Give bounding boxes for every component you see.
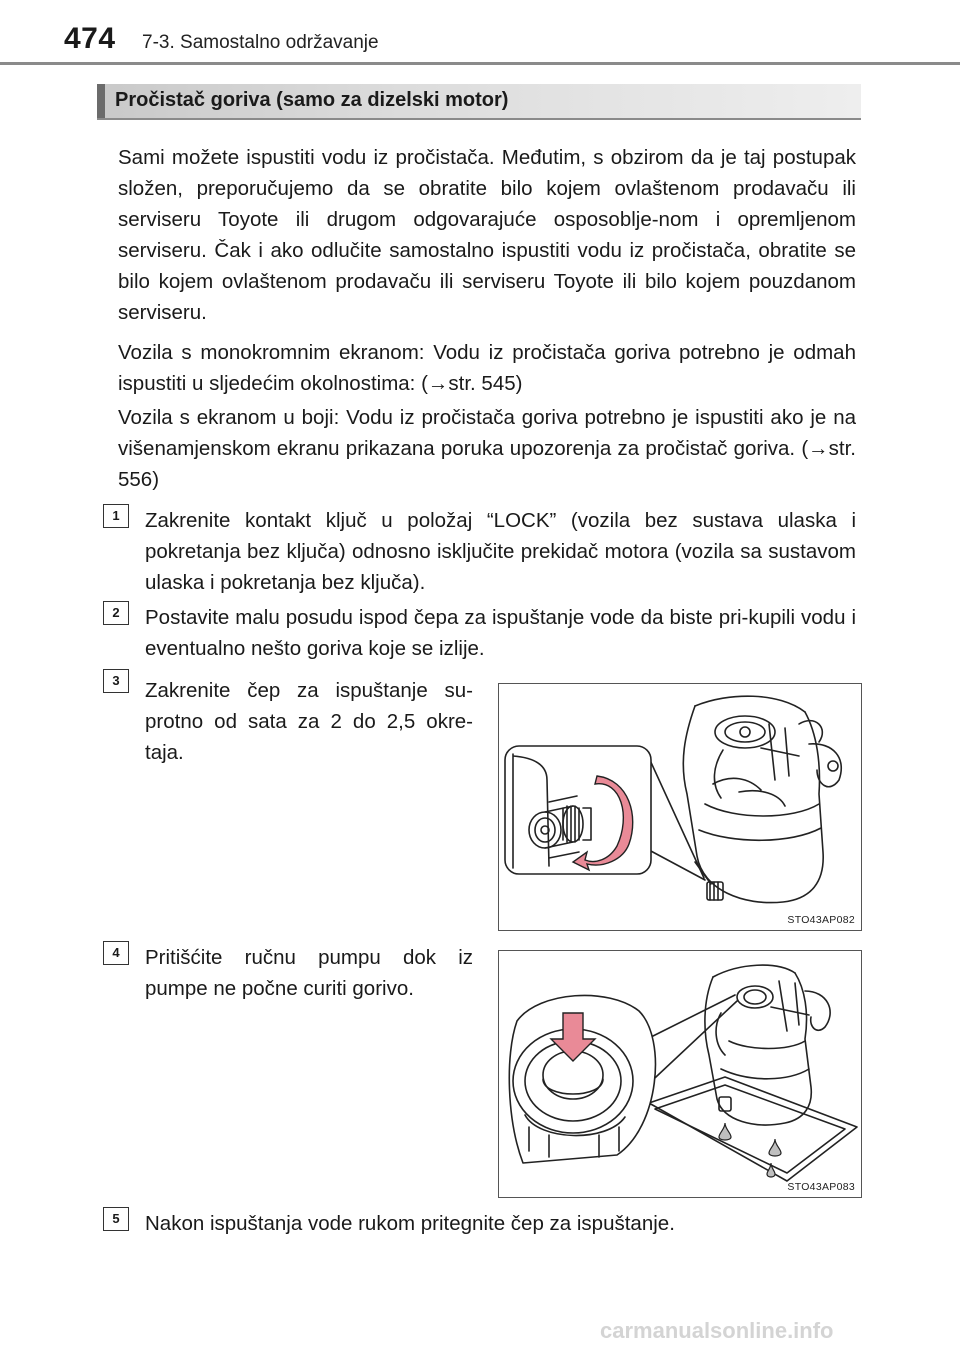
page-number: 474 bbox=[64, 22, 116, 55]
step-number-4: 4 bbox=[103, 941, 129, 965]
step-number-5: 5 bbox=[103, 1207, 129, 1231]
step-text-5: Nakon ispuštanja vode rukom pritegnite čep za ispuštanje. bbox=[145, 1212, 675, 1235]
figure-code: STO43AP082 bbox=[787, 914, 855, 926]
fuel-drips-icon bbox=[719, 1123, 781, 1177]
step-text-4: Pritišćite ručnu pumpu dok iz pumpe ne počne curiti gorivo. bbox=[145, 946, 473, 1000]
step-text-2: Postavite malu posudu ispod čepa za ispuštanje vode da biste pri-kupili vodu i eventualno nešto goriva koje se izlije. bbox=[145, 606, 856, 660]
drain-plug-illustration bbox=[499, 684, 861, 930]
watermark: carmanualsonline.info bbox=[600, 1318, 834, 1343]
header-divider bbox=[0, 62, 960, 65]
figure-code: STO43AP083 bbox=[787, 1181, 855, 1193]
chapter-title: 7-3. Samostalno održavanje bbox=[142, 32, 379, 53]
step-number-1: 1 bbox=[103, 504, 129, 528]
hand-pump-illustration bbox=[499, 951, 861, 1197]
step-number-2: 2 bbox=[103, 601, 129, 625]
color-display-paragraph: Vozila s ekranom u boji: Vodu iz pročistača goriva potrebno je ispustiti ako je na višenamjenskom ekranu prikazana poruka upozorenja za pročistač goriva. (→str. 556) bbox=[118, 406, 856, 491]
section-accent bbox=[97, 84, 105, 118]
step-text-3: Zakrenite čep za ispuštanje su-protno od sata za 2 do 2,5 okre-taja. bbox=[145, 679, 473, 764]
figure-hand-pump bbox=[498, 950, 862, 1198]
step-number-3: 3 bbox=[103, 669, 129, 693]
monochrome-display-paragraph: Vozila s monokromnim ekranom: Vodu iz pročistača goriva potrebno je odmah ispustiti u sljedećim okolnostima: (→str. 545) bbox=[118, 341, 856, 395]
figure-drain-plug bbox=[498, 683, 862, 931]
step-text-1: Zakrenite kontakt ključ u položaj “LOCK” (vozila bez sustava ulaska i pokretanja bez ključa) odnosno isključite prekidač motora (vozila sa sustavom ulaska i pokretanja bez ključa). bbox=[145, 509, 856, 594]
section-title: Pročistač goriva (samo za dizelski motor) bbox=[115, 89, 509, 111]
intro-paragraph: Sami možete ispustiti vodu iz pročistača. Međutim, s obzirom da je taj postupak složen, preporučujemo da se obratite bilo kojem ovlaštenom prodavaču ili serviseru Toyote ili drugom odgovarajuće osposoblje-nom i opremljenom serviseru. Čak i ako odlučite samostalno ispustiti vodu iz pročistača, obratite se bilo kojem ovlaštenom prodavaču ili serviseru Toyote ili bilo kojem pouzdanom serviseru. bbox=[118, 146, 856, 324]
section-title-bar bbox=[97, 84, 861, 120]
